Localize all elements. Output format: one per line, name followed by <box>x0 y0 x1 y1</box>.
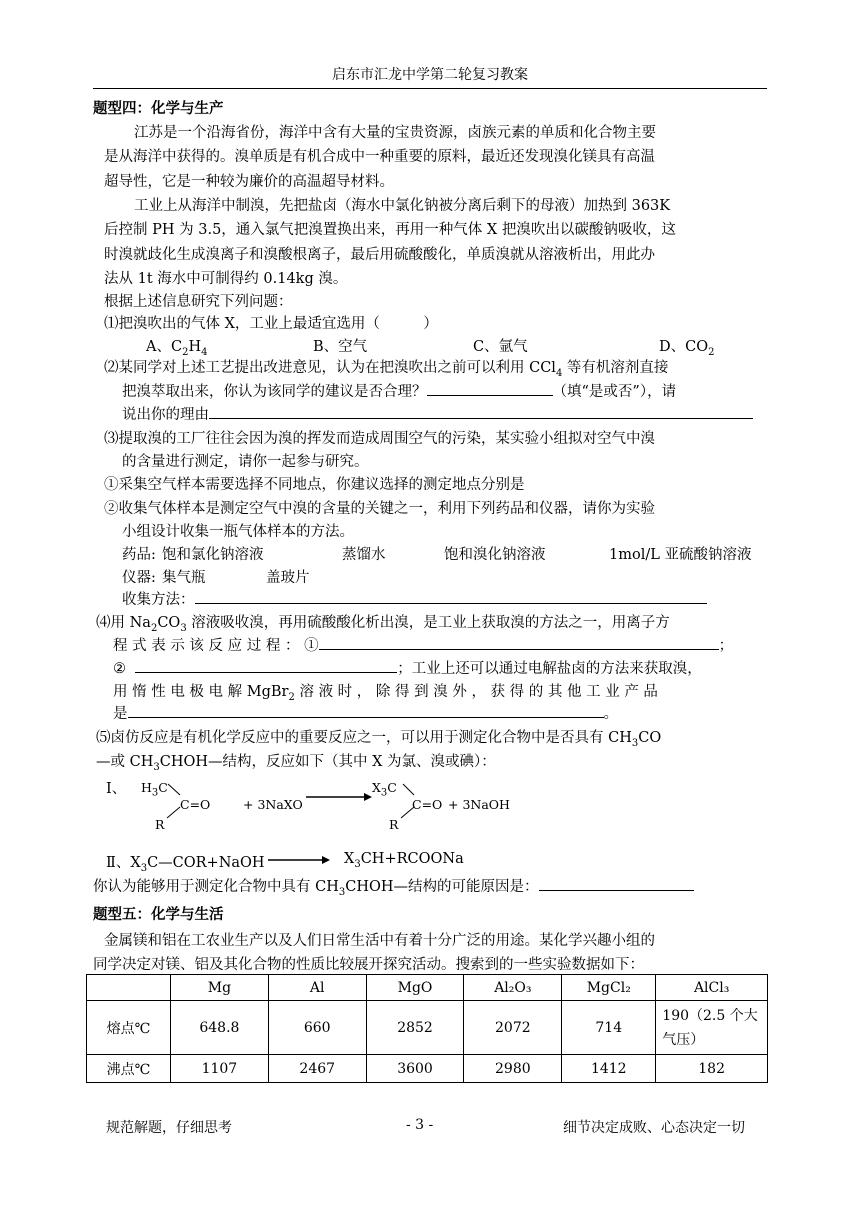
table-cell: 182 <box>656 1055 768 1083</box>
reactant-r: R <box>155 817 165 832</box>
drug-item: 饱和溴化钠溶液 <box>444 547 546 563</box>
section5-intro: 同学决定对镁、铝及其化合物的性质比较展开探究活动。搜索到的一些实验数据如下： <box>93 957 644 973</box>
table-cell: 2852 <box>366 1001 464 1055</box>
table-header-row <box>87 975 768 1001</box>
q1-option-d: D、$CO_2$ <box>659 339 715 358</box>
instr-label: 仪器: <box>122 570 156 586</box>
q5-question: 你认为能够用于测定化合物中具有 $CH_3CHOH—$结构的可能原因是： <box>93 875 694 898</box>
q4-line5: 是 。 <box>113 702 618 723</box>
table-header-cell: AlCl₃ <box>656 975 768 1001</box>
table-header-cell: MgCl₂ <box>562 975 656 1001</box>
intro-line: 时溴就歧化生成溴离子和溴酸根离子，最后用硫酸酸化，单质溴就从溶液析出，用此办 <box>104 247 655 263</box>
footer-left: 规范解题，仔细思考 <box>106 1120 232 1136</box>
intro-line: 根据上述信息研究下列问题： <box>104 294 293 310</box>
product-carbonyl: C=O <box>412 797 443 812</box>
table-cell: 3600 <box>366 1055 464 1083</box>
table-row <box>87 1001 768 1055</box>
footer-right: 细节决定成败、心态决定一切 <box>563 1120 745 1136</box>
q5-answer-blank[interactable] <box>539 876 694 891</box>
reactant-h3c: $H_3C$ <box>141 780 168 799</box>
product-x3c: $X_3C$ <box>372 780 397 799</box>
method-line: 收集方法： <box>122 588 707 609</box>
q4-line2: 程 式 表 示 该 反 应 过 程 ： ① ； <box>113 634 733 655</box>
reaction1-label: Ⅰ、 <box>106 781 127 797</box>
intro-line: 超导性，它是一种较为廉价的高温超导材料。 <box>104 174 394 190</box>
table-cell: 648.8 <box>170 1001 268 1055</box>
table-cell: 2980 <box>464 1055 562 1083</box>
q1-option-a: A、$C_2H_4$ <box>146 339 208 358</box>
q4-line3: ② ；工业上还可以通过电解盐卤的方法来获取溴， <box>113 657 702 678</box>
intro-line: 江苏是一个沿海省份，海洋中含有大量的宝贵资源，卤族元素的单质和化合物主要 <box>134 125 656 141</box>
q2-line1: ⑵某同学对上述工艺提出改进意见，认为在把溴吹出之前可以利用 CCl$_4$ 等有机溶剂直接 <box>104 360 669 379</box>
table-header-cell: Al <box>268 975 366 1001</box>
table-cell: 沸点℃ <box>87 1055 171 1083</box>
data-table <box>86 974 768 1083</box>
page-header: 启东市汇龙中学第二轮复习教案 <box>332 67 528 83</box>
table-header-cell <box>87 975 171 1001</box>
table-row <box>87 1055 768 1083</box>
q2-line3: 说出你的理由 <box>122 403 753 424</box>
q4-line4: 用 惰 性 电 极 电 解 MgBr$_2$ 溶 液 时 ， 除 得 到 溴 外 ， 获 得 的 其 他 工 业 产 品 <box>113 684 658 703</box>
table-cell: 1107 <box>170 1055 268 1083</box>
page-number: - 3 - <box>406 1117 434 1133</box>
drug-item: 蒸馏水 <box>342 547 386 563</box>
section5-intro: 金属镁和铝在工农业生产以及人们日常生活中有着十分广泛的用途。某化学兴趣小组的 <box>104 933 655 949</box>
table-cell: 熔点℃ <box>87 1001 171 1055</box>
table-header-cell: MgO <box>366 975 464 1001</box>
q2-line2: 把溴萃取出来，你认为该同学的建议是否合理？ （填“是或否”），请 <box>122 380 676 401</box>
table-cell: 2072 <box>464 1001 562 1055</box>
table-header-cell: Mg <box>170 975 268 1001</box>
q3-sub2a: ②收集气体样本是测定空气中溴的含量的关键之一，利用下列药品和仪器，请你为实验 <box>104 501 655 517</box>
reaction2-reactants: Ⅱ、$X_3C—COR+NaOH$ <box>106 855 265 874</box>
q5-line1: ⑸卤仿反应是有机化学反应中的重要反应之一，可以用于测定化合物中是否具有 $CH_3CO$ <box>96 730 662 749</box>
intro-line: 是从海洋中获得的。溴单质是有机合成中一种重要的原料，最近还发现溴化镁具有高温 <box>104 149 655 165</box>
section4-heading: 题型四：化学与生产 <box>93 100 224 117</box>
table-cell: 714 <box>562 1001 656 1055</box>
instr-item: 盖玻片 <box>266 570 310 586</box>
q5-line2: —或 $CH_3CHOH—$结构，反应如下（其中 X 为氯、溴或碘）： <box>96 754 496 773</box>
table-cell: 190（2.5 个大气压） <box>656 1001 768 1055</box>
drugs-label: 药品: <box>122 547 156 563</box>
intro-line: 后控制 PH 为 3.5，通入氯气把溴置换出来，再用一种气体 X 把溴吹出以碳酸钠吸收，这 <box>104 222 676 238</box>
section5-heading: 题型五：化学与生活 <box>93 906 224 923</box>
q3-line2: 的含量进行测定，请你一起参与研究。 <box>122 454 369 470</box>
drug-item: 饱和氯化钠溶液 <box>162 547 264 563</box>
reagent-naxo: + 3NaXO <box>243 797 303 812</box>
reactant-carbonyl: C=O <box>180 797 211 812</box>
reaction2-products: $X_3CH+RCOONa$ <box>344 851 464 870</box>
intro-line: 法从 1t 海水中可制得约 0.14kg 溴。 <box>104 271 348 287</box>
q1-option-c: C、氩气 <box>473 339 528 355</box>
drug-item: 1mol/L 亚硫酸钠溶液 <box>609 547 752 563</box>
intro-line: 工业上从海洋中制溴，先把盐卤（海水中氯化钠被分离后剩下的母液）加热到 363K <box>134 198 671 214</box>
product-r: R <box>389 817 399 832</box>
instr-item: 集气瓶 <box>162 570 206 586</box>
q4-line1: ⑷用 $Na_2CO_3$ 溶液吸收溴，再用硫酸酸化析出溴，是工业上获取溴的方法之一，用离子方 <box>96 615 670 634</box>
q3-sub2b: 小组设计收集一瓶气体样本的方法。 <box>122 524 354 540</box>
table-cell: 1412 <box>562 1055 656 1083</box>
q3-sub1: ①采集空气样本需要选择不同地点，你建议选择的测定地点分别是 <box>104 477 525 493</box>
q1-option-b: B、空气 <box>313 339 368 355</box>
table-cell: 2467 <box>268 1055 366 1083</box>
table-cell: 660 <box>268 1001 366 1055</box>
product-naoh: + 3NaOH <box>448 797 510 812</box>
q3-line1: ⑶提取溴的工厂往往会因为溴的挥发而造成周围空气的污染，某实验小组拟对空气中溴 <box>104 431 655 447</box>
table-header-cell: Al₂O₃ <box>464 975 562 1001</box>
q1-text: ⑴把溴吹出的气体 X，工业上最适宜选用（ ） <box>104 316 438 332</box>
